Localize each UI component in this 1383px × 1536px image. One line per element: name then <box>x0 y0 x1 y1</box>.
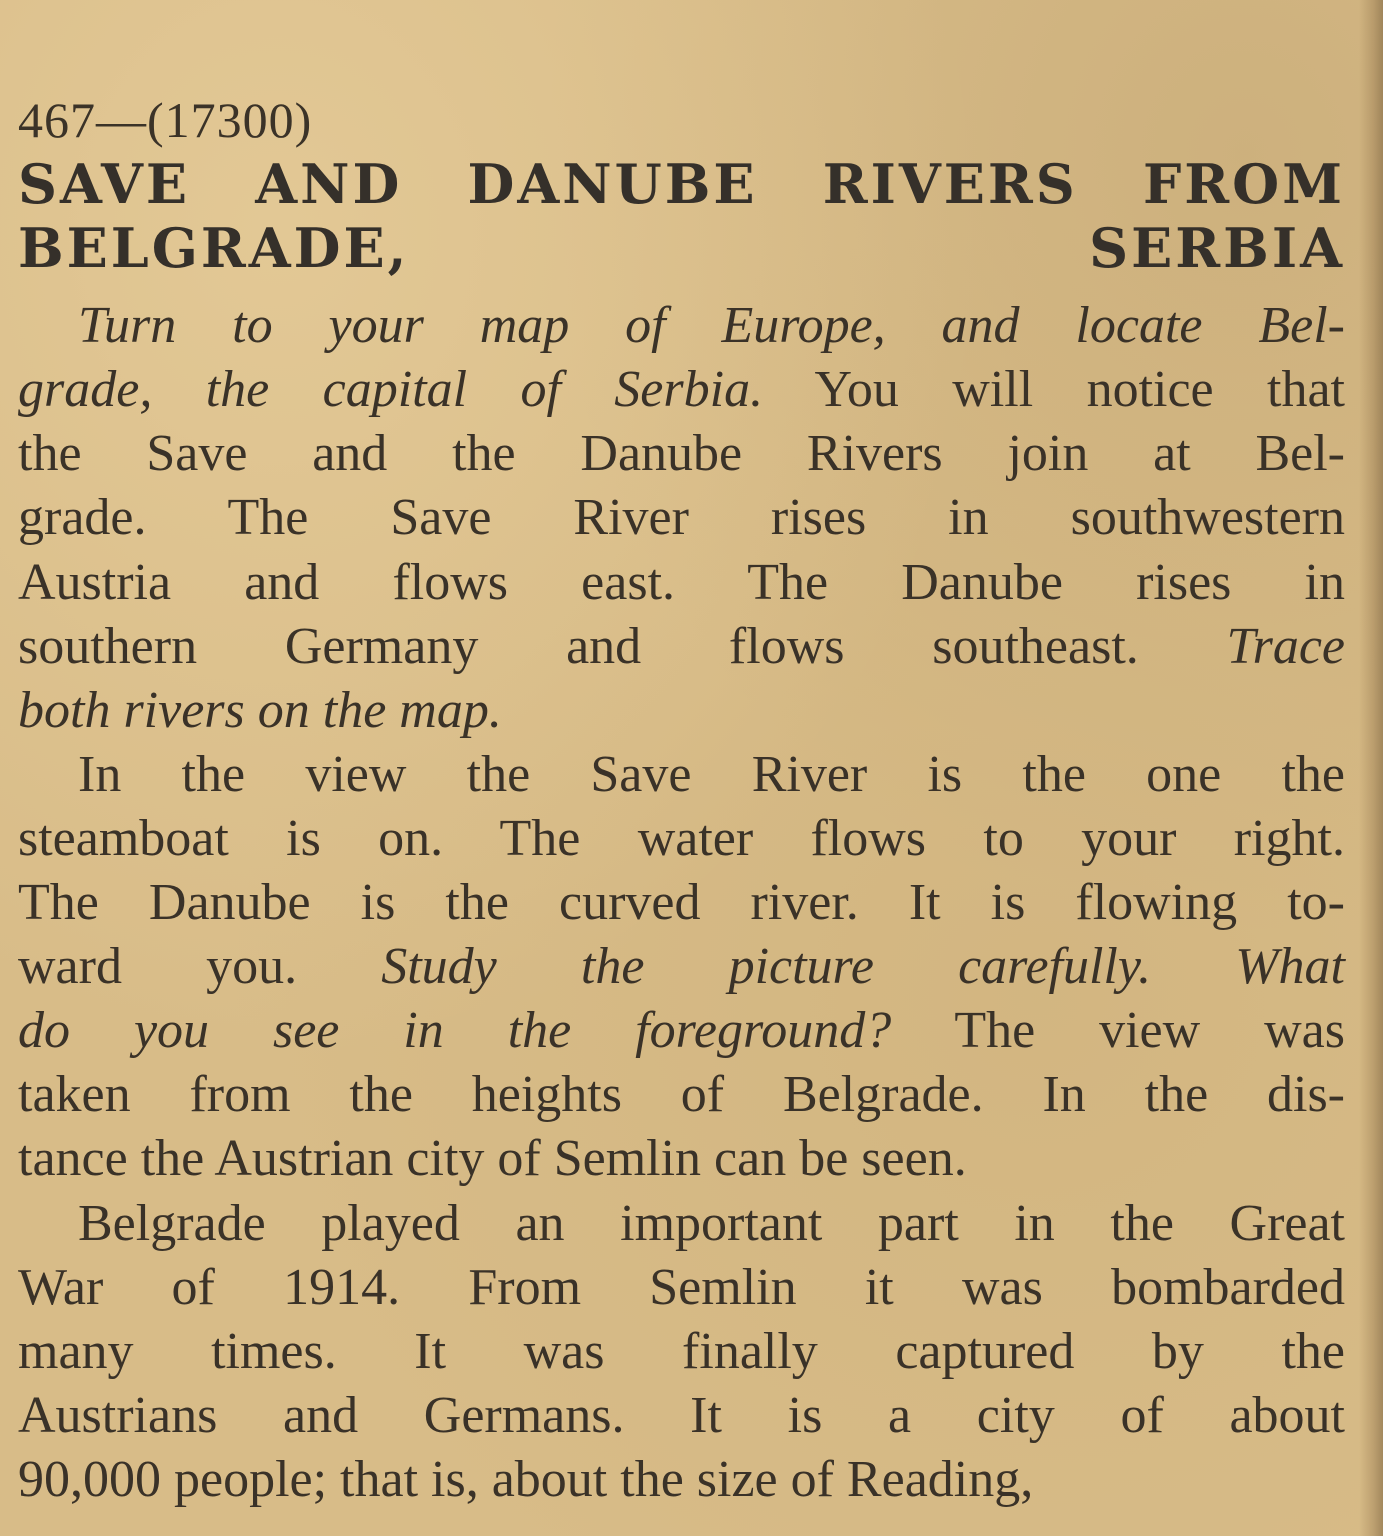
text-line <box>18 1063 1345 1127</box>
roman-text: Austria and flows east. The Danube rises in <box>18 553 1345 611</box>
roman-text: steamboat is on. The water flows to your right. <box>18 809 1345 867</box>
roman-text: 90,000 people; that is, about the size of Reading, <box>18 1450 1034 1508</box>
paper-edge-shadow <box>1359 0 1383 1536</box>
italic-text: both rivers on the map. <box>18 681 502 739</box>
roman-text: many times. It was finally captured by the <box>18 1322 1345 1380</box>
roman-text: In the view the Save River is the one the <box>78 745 1345 803</box>
text-line <box>18 486 1345 550</box>
text-line <box>18 551 1345 615</box>
document-body <box>18 294 1345 1512</box>
text-line <box>18 679 1345 743</box>
paragraph-1 <box>18 294 1345 743</box>
document-title <box>18 150 1345 281</box>
text-line <box>18 807 1345 871</box>
roman-text: Belgrade played an important part in the Great <box>78 1194 1345 1252</box>
text-line <box>18 871 1345 935</box>
text-line <box>18 999 1345 1063</box>
plate-number: 467—(17300) <box>18 92 313 148</box>
italic-text: grade, the capital of Serbia. <box>18 361 764 419</box>
roman-text: The view was <box>891 1002 1345 1060</box>
document-content <box>18 92 1345 1512</box>
text-line <box>18 1384 1345 1448</box>
text-line <box>18 358 1345 422</box>
text-line <box>18 935 1345 999</box>
italic-text: Study the picture carefully. What <box>381 938 1345 996</box>
text-line <box>18 615 1345 679</box>
roman-text: War of 1914. From Semlin it was bombarded <box>18 1258 1345 1316</box>
text-line <box>18 1192 1345 1256</box>
italic-text: Turn to your map of Europe, and locate Bel- <box>78 297 1345 355</box>
roman-text: grade. The Save River rises in southwestern <box>18 489 1345 547</box>
text-line <box>18 422 1345 486</box>
text-line <box>18 1127 1345 1191</box>
italic-text: do you see in the foreground? <box>18 1002 892 1060</box>
text-line <box>18 294 1345 358</box>
text-line <box>18 743 1345 807</box>
roman-text: The Danube is the curved river. It is flowing to- <box>18 874 1345 932</box>
roman-text: the Save and the Danube Rivers join at Bel- <box>18 425 1345 483</box>
roman-text: tance the Austrian city of Semlin can be seen. <box>18 1130 967 1188</box>
roman-text: southern Germany and flows southeast. <box>18 617 1227 675</box>
text-line <box>18 1320 1345 1384</box>
roman-text: You will notice that <box>763 361 1345 419</box>
text-line <box>18 1448 1345 1512</box>
paragraph-3 <box>18 1192 1345 1512</box>
title-line-2: BELGRADE, SERBIA <box>18 216 1345 281</box>
paragraph-2 <box>18 743 1345 1192</box>
roman-text: taken from the heights of Belgrade. In the dis- <box>18 1066 1345 1124</box>
title-line-1: SAVE AND DANUBE RIVERS FROM <box>18 152 1345 216</box>
roman-text: Austrians and Germans. It is a city of about <box>18 1386 1345 1444</box>
italic-text: Trace <box>1226 617 1345 675</box>
roman-text: ward you. <box>18 938 382 996</box>
text-line <box>18 1256 1345 1320</box>
